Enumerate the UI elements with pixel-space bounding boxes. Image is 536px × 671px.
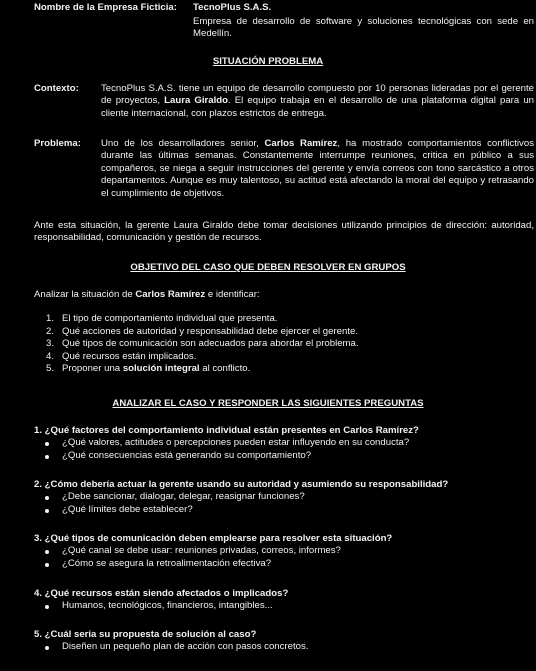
objective-item-text: El tipo de comportamiento individual que presenta. (62, 313, 278, 324)
objective-item (46, 326, 534, 339)
question-bullet: Humanos, tecnológicos, financieros, intangibles... (34, 600, 534, 613)
objective-item (46, 313, 534, 326)
question-bullets (34, 545, 534, 571)
question-title: 2. ¿Cómo debería actuar la gerente usando su autoridad y asumiendo su responsabilidad? (34, 479, 449, 490)
question-bullet: ¿Qué límites debe establecer? (34, 504, 534, 517)
objective-item-number: 4. (46, 350, 55, 362)
objective-item-number: 2. (46, 325, 55, 337)
question-block (34, 479, 534, 517)
problem-paragraph (101, 138, 534, 200)
company-label: Nombre de la Empresa Ficticia: (34, 2, 177, 13)
objective-item-text: Qué acciones de autoridad y responsabilidad debe ejercer el gerente. (62, 325, 359, 337)
question-title: 4. ¿Qué recursos están siendo afectados o implicados? (34, 588, 289, 599)
context-label: Contexto: (34, 83, 79, 94)
objective-item-bold: solución integral (122, 363, 200, 375)
question-block (34, 425, 534, 463)
question-block (34, 629, 534, 654)
objective-item (46, 351, 534, 364)
objective-heading: OBJETIVO DEL CASO QUE DEBEN RESOLVER EN GRUPOS (130, 262, 406, 273)
question-bullet: ¿Qué consecuencias está generando su comportamiento? (34, 450, 534, 463)
objective-item-text: Proponer una (62, 363, 123, 375)
objective-item-number: 3. (46, 338, 55, 350)
situation-conclusion: Ante esta situación, la gerente Laura Giraldo debe tomar decisiones utilizando principios de dirección: autoridad, responsabilidad, comunicación y gestión de recursos. (34, 220, 534, 244)
objective-intro-start: Analizar la situación de (34, 289, 136, 300)
objective-item-text: Qué recursos están implicados. (62, 350, 197, 362)
context-text-end: . El equipo trabaja en el desarrollo de una plataforma digital para un cliente internacional, con plazos estrictos de entrega. (101, 95, 534, 119)
objective-item-text: Qué tipos de comunicación son adecuados para abordar el problema. (62, 338, 359, 350)
question-block (34, 588, 534, 613)
objective-list (46, 313, 534, 376)
problem-text-start: Uno de los desarrolladores senior, (101, 138, 265, 149)
objective-intro (34, 289, 260, 301)
company-name: TecnoPlus S.A.S. (193, 2, 272, 13)
question-title: 5. ¿Cuál sería su propuesta de solución al caso? (34, 629, 257, 640)
problem-text-end: , ha mostrado comportamientos conflictivos durante las últimas semanas. Constantemente interrumpe reuniones, critica en público a sus compañeros, se niega a seguir instrucciones del gerente y envía correos con tono sarcástico a otros departamentos. Aunque es muy talentoso, su actitud está afectando la moral del equipo y retrasando el cumplimiento de objetivos. (101, 138, 534, 199)
questions-heading: ANALIZAR EL CASO Y RESPONDER LAS SIGUIENTES PREGUNTAS (112, 398, 424, 409)
objective-item (46, 338, 534, 351)
question-title: 1. ¿Qué factores del comportamiento individual están presentes en Carlos Ramírez? (34, 425, 419, 436)
question-bullet: ¿Cómo se asegura la retroalimentación efectiva? (34, 558, 534, 571)
question-bullets (34, 491, 534, 517)
objective-item-number: 1. (46, 313, 55, 324)
question-block (34, 533, 534, 571)
objective-item-number: 5. (46, 363, 55, 375)
question-bullet: Diseñen un pequeño plan de acción con pasos concretos. (34, 641, 534, 654)
context-text-start: TecnoPlus S.A.S. tiene un equipo de desarrollo compuesto por 10 personas lideradas por el gerente de proyectos, (101, 83, 534, 107)
objective-developer-name: Carlos Ramírez (135, 289, 206, 300)
question-bullets (34, 641, 534, 654)
question-bullets (34, 600, 534, 613)
objective-item (46, 363, 534, 376)
company-description: Empresa de desarrollo de software y soluciones tecnológicas con sede en Medellín. (193, 16, 534, 40)
question-bullet: ¿Qué canal se debe usar: reuniones privadas, correos, informes? (34, 545, 534, 558)
question-bullets (34, 437, 534, 463)
question-bullet: ¿Debe sancionar, dialogar, delegar, reasignar funciones? (34, 491, 534, 504)
developer-name: Carlos Ramírez (264, 138, 338, 149)
question-bullet: ¿Qué valores, actitudes o percepciones pueden estar influyendo en su conducta? (34, 437, 534, 450)
objective-item-text-end: al conflicto. (199, 363, 251, 375)
problem-label: Problema: (34, 138, 81, 149)
manager-name: Laura Giraldo (164, 95, 228, 107)
situation-heading: SITUACIÓN PROBLEMA (212, 56, 324, 67)
objective-intro-end: e identificar: (205, 289, 260, 300)
question-title: 3. ¿Qué tipos de comunicación deben emplearse para resolver esta situación? (34, 533, 393, 544)
context-paragraph (101, 83, 534, 120)
